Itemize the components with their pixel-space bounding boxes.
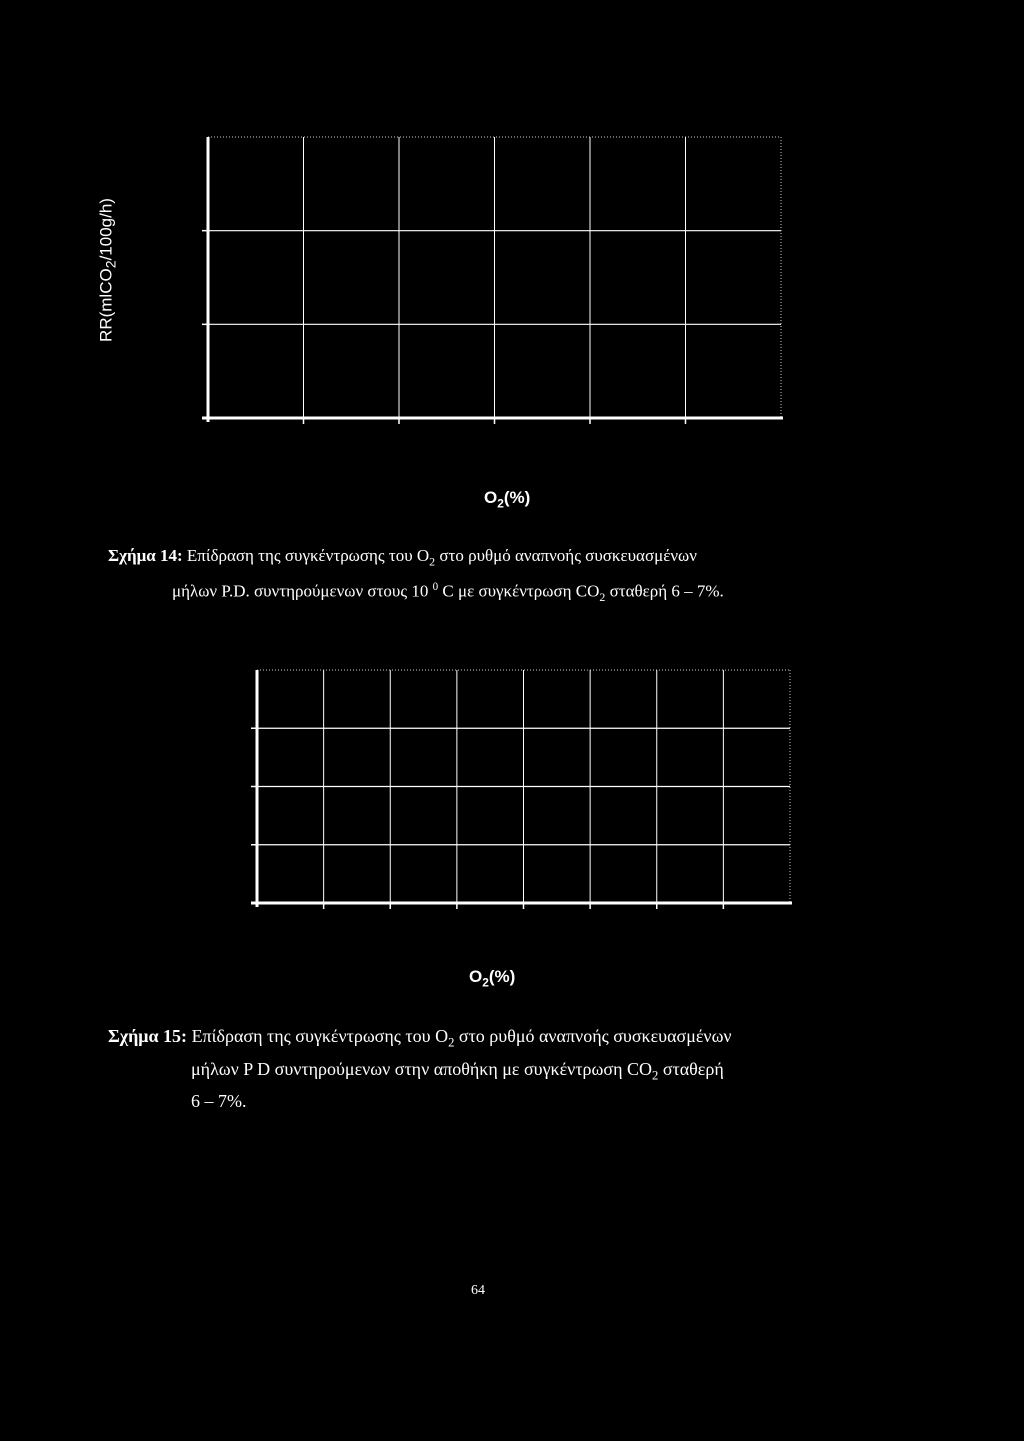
chart14-x-axis-label: $O_2(\%)$: [484, 488, 531, 511]
page-number: 64: [471, 1283, 485, 1298]
chart14-y-axis-label: RR(mlCO$_2$/100g/h): [96, 198, 120, 342]
caption-figure-15: [108, 1023, 732, 1114]
caption15-line3: 6 – 7%.: [191, 1091, 247, 1112]
caption14-line1: Σχήμα 14: Επίδραση της συγκέντρωσης του $O_2$ στο ρυθμό αναπνοής συσκευασμένων: [108, 546, 697, 569]
chart14-plot: [202, 137, 783, 424]
caption15-line2: μήλων P D συντηρούμενων στην αποθήκη με συγκέντρωση $CO_2$ σταθερή: [191, 1058, 724, 1083]
chart15-x-axis-label: $O_2(\%)$: [469, 967, 516, 990]
caption-figure-14: [108, 543, 724, 610]
chart15-plot: [251, 670, 792, 909]
caption14-line2: μήλων P.D. συντηρούμενων στους 10 $^0$ C με συγκέντρωση $CO_2$ σταθερή 6 – 7%.: [172, 581, 724, 605]
caption15-line1: Σχήμα 15: Επίδραση της συγκέντρωσης του $O_2$ στο ρυθμό αναπνοής συσκευασμένων: [108, 1026, 732, 1050]
